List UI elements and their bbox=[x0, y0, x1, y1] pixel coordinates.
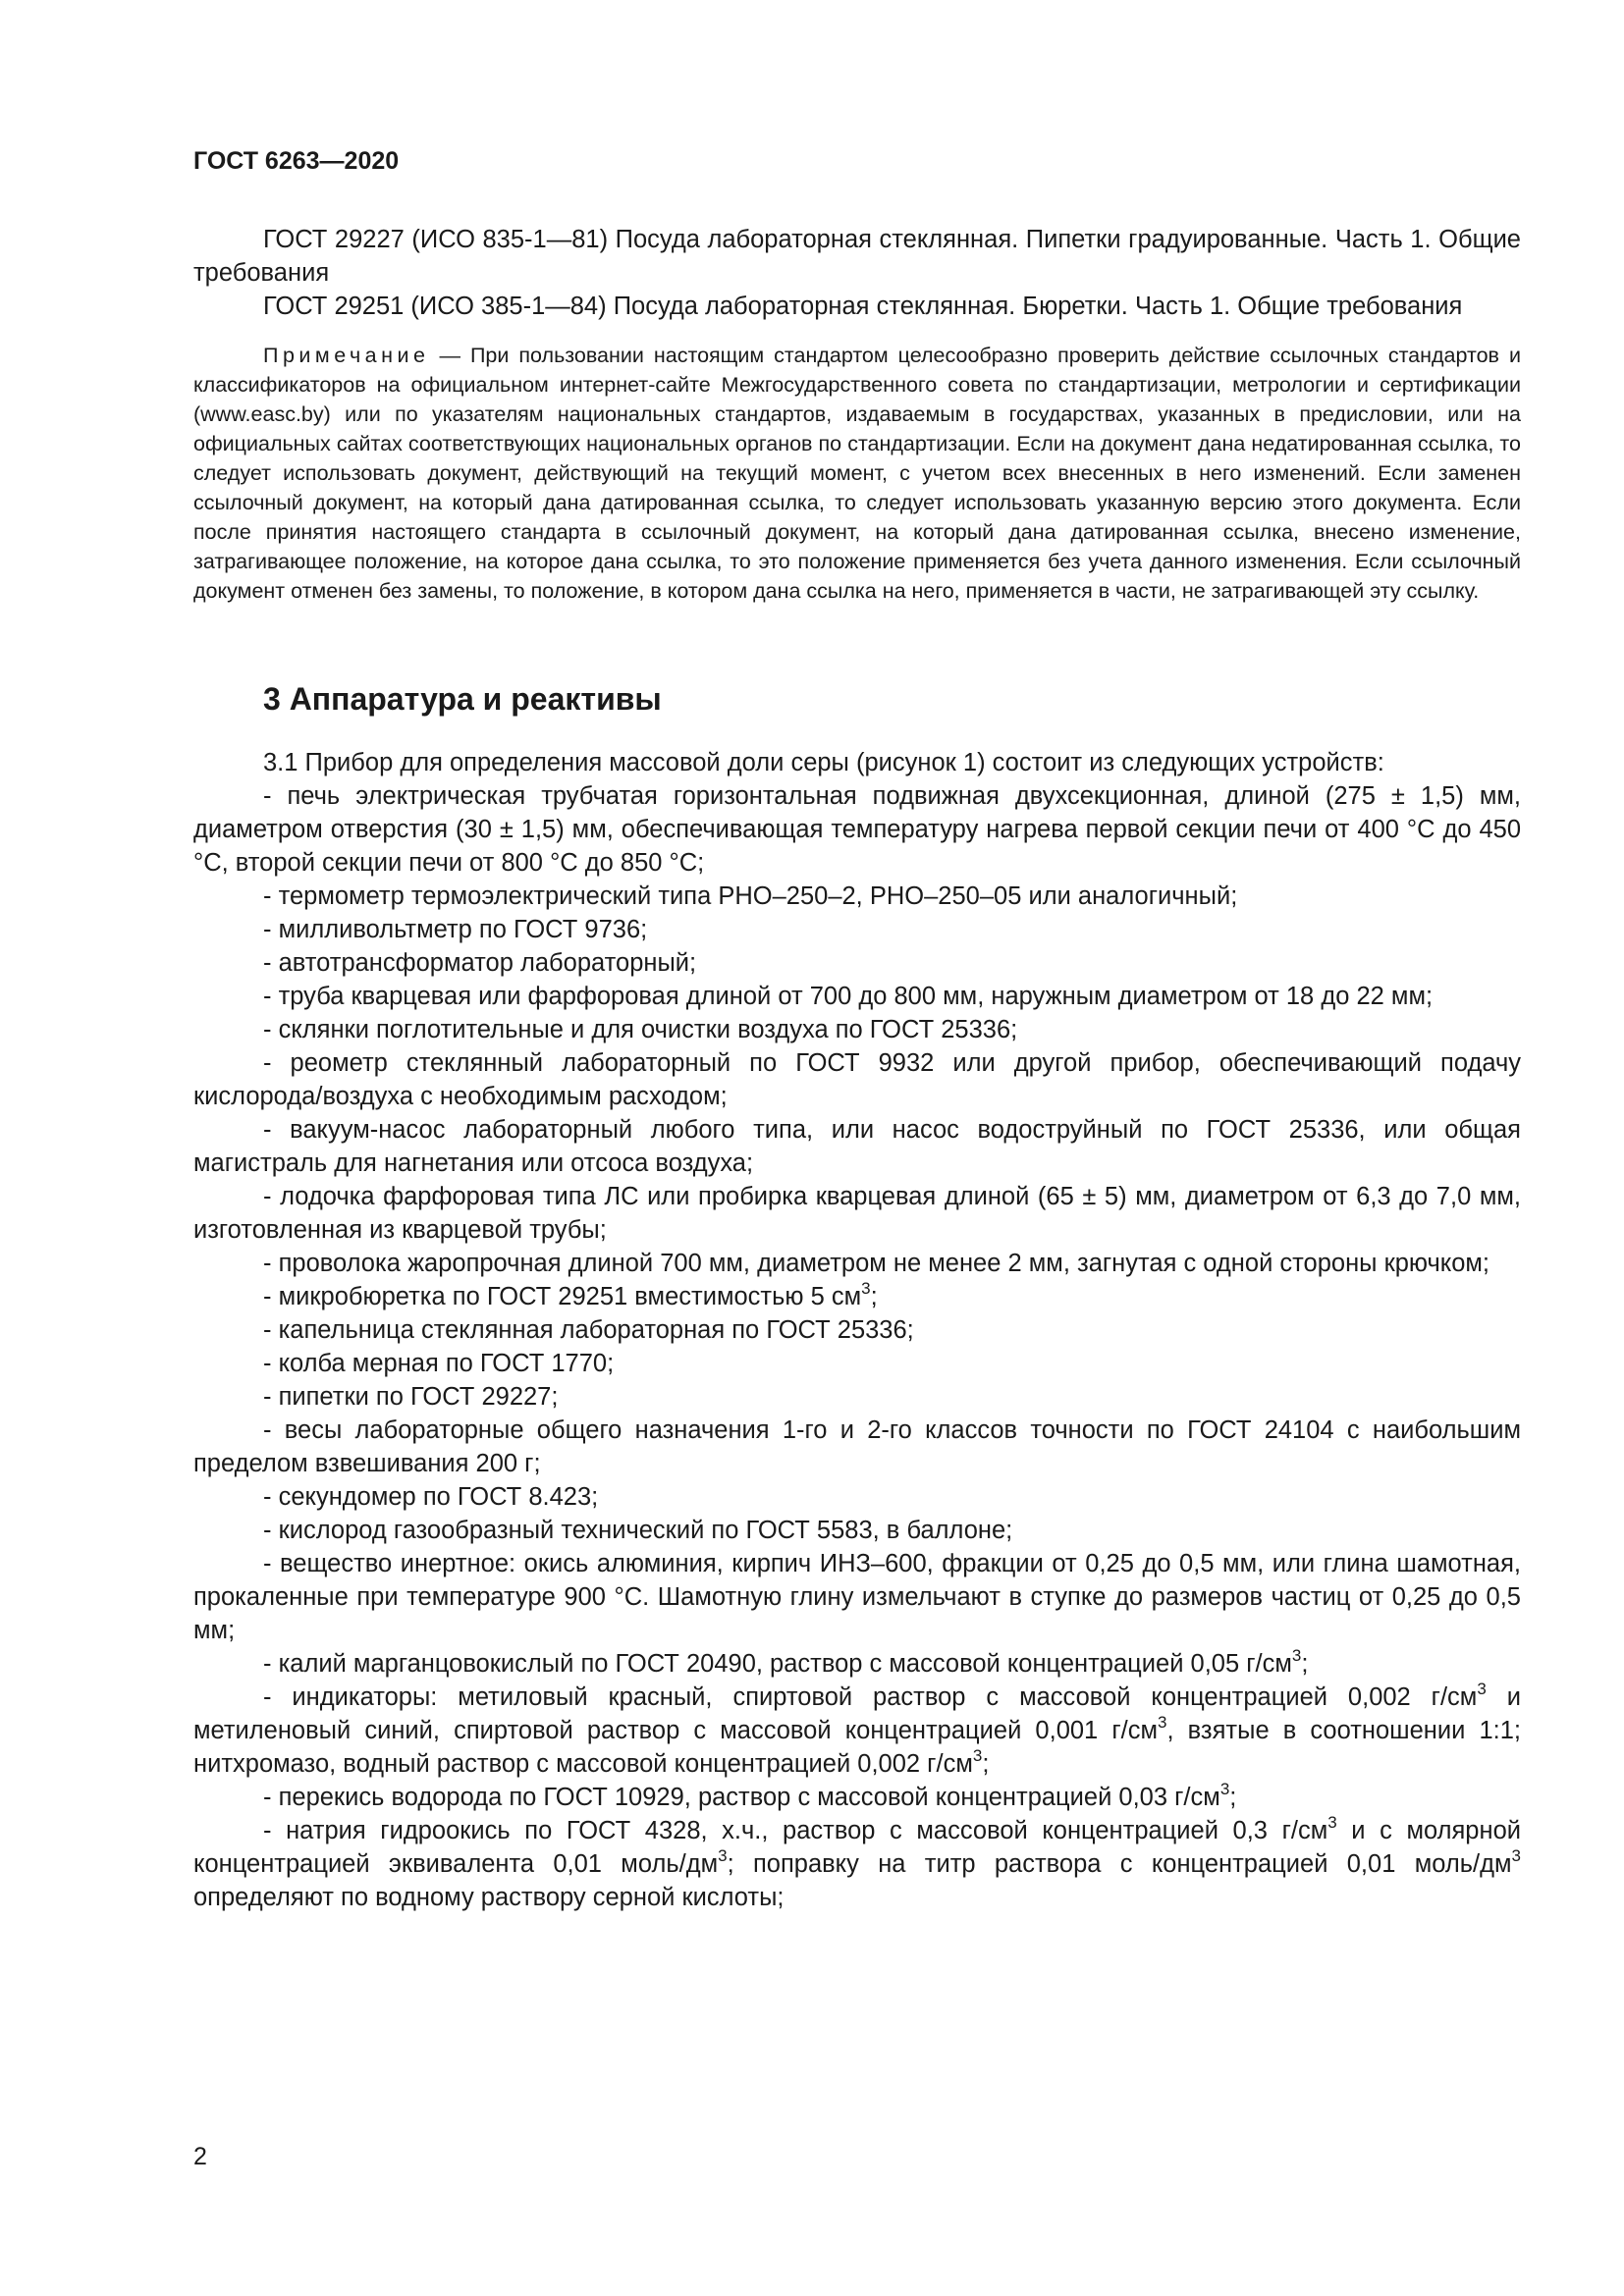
list-item-text: - индикаторы: метиловый красный, спиртовой раствор с массовой концентрацией 0,002 г/см bbox=[263, 1683, 1478, 1711]
reference-item: ГОСТ 29227 (ИСО 835-1—81) Посуда лабораторная стеклянная. Пипетки градуированные. Часть 1. Общие требования bbox=[193, 226, 1521, 287]
superscript: 3 bbox=[1219, 1780, 1230, 1798]
list-item: - печь электрическая трубчатая горизонтальная подвижная двухсекционная, длиной (275 ± 1,5) мм, диаметром отверстия (30 ± 1,5) мм, обеспечивающая температуру нагрева первой секции печи от 400 °С до 450 °С, второй секции печи от 800 °С до 850 °С; bbox=[193, 782, 1521, 877]
list-item-text: ; bbox=[1229, 1784, 1237, 1811]
list-item-text: ; bbox=[870, 1283, 878, 1310]
list-item-text: - натрия гидроокись по ГОСТ 4328, х.ч., раствор с массовой концентрацией 0,3 г/см bbox=[263, 1817, 1328, 1844]
list-item-text: ; поправку на титр раствора с концентрацией 0,01 моль/дм bbox=[727, 1850, 1512, 1878]
page-content bbox=[193, 223, 1521, 1914]
list-item: - термометр термоэлектрический типа РНО–250–2, РНО–250–05 или аналогичный; bbox=[263, 882, 1238, 910]
list-item: - проволока жаропрочная длиной 700 мм, диаметром не менее 2 мм, загнутая с одной стороны крючком; bbox=[263, 1250, 1490, 1277]
list-item-text: - перекись водорода по ГОСТ 10929, раствор с массовой концентрацией 0,03 г/см bbox=[263, 1784, 1220, 1811]
superscript: 3 bbox=[1477, 1680, 1487, 1698]
list-item: - вакуум-насос лабораторный любого типа, или насос водоструйный по ГОСТ 25336, или общая магистраль для нагнетания или отсоса воздуха; bbox=[193, 1116, 1521, 1177]
list-item: - милливольтметр по ГОСТ 9736; bbox=[263, 916, 648, 943]
list-item-text: и метиленовый синий, спиртовой раствор с массовой концентрацией 0,001 г/см bbox=[193, 1683, 1521, 1744]
list-item-text: , взятые в соотношении 1:1; нитхромазо, водный раствор с массовой концентрацией 0,002 г/см bbox=[193, 1717, 1521, 1778]
list-item-text: - калий марганцовокислый по ГОСТ 20490, раствор с массовой концентрацией 0,05 г/см bbox=[263, 1650, 1292, 1678]
clause-text: 3.1 Прибор для определения массовой доли серы (рисунок 1) состоит из следующих устройств: bbox=[263, 749, 1384, 776]
reference-item: ГОСТ 29251 (ИСО 385-1—84) Посуда лабораторная стеклянная. Бюретки. Часть 1. Общие требования bbox=[263, 293, 1463, 320]
superscript: 3 bbox=[1158, 1713, 1167, 1732]
note-label: Примечание bbox=[263, 344, 430, 367]
list-item-text: ; bbox=[1301, 1650, 1309, 1678]
list-item: - пипетки по ГОСТ 29227; bbox=[263, 1383, 559, 1411]
list-item-text: - микробюретка по ГОСТ 29251 вместимостью 5 см bbox=[263, 1283, 862, 1310]
list-item-text: и с молярной концентрацией эквивалента 0,01 моль/дм bbox=[193, 1817, 1521, 1878]
superscript: 3 bbox=[1327, 1813, 1337, 1832]
list-item bbox=[193, 1781, 1521, 1814]
list-item: - весы лабораторные общего назначения 1-го и 2-го классов точности по ГОСТ 24104 с наибольшим пределом взвешивания 200 г; bbox=[193, 1416, 1521, 1477]
page-number: 2 bbox=[193, 2143, 207, 2170]
list-item: - секундомер по ГОСТ 8.423; bbox=[263, 1483, 599, 1511]
list-item: - лодочка фарфоровая типа ЛС или пробирка кварцевая длиной (65 ± 5) мм, диаметром от 6,3 до 7,0 мм, изготовленная из кварцевой трубы; bbox=[193, 1183, 1521, 1244]
list-item bbox=[193, 1647, 1521, 1681]
superscript: 3 bbox=[1291, 1646, 1302, 1665]
document-id: ГОСТ 6263—2020 bbox=[193, 147, 400, 175]
list-item: - склянки поглотительные и для очистки воздуха по ГОСТ 25336; bbox=[263, 1016, 1018, 1043]
note-text: — При пользовании настоящим стандартом целесообразно проверить действие ссылочных стандартов и классификаторов на официальном интернет-сайте Межгосударственного совета по стандартизации, метрологии и сертификации (www.easc.by) или по указателям национальных стандартов, издаваемым в государствах, указанных в предисловии, или на официальных сайтах соответствующих национальных органов по стандартизации. Если на документ дана недатированная ссылка, то следует использовать документ, действующий на текущий момент, с учетом всех внесенных в него изменений. Если заменен ссылочный документ, на который дана датированная ссылка, то следует использовать указанную версию этого документа. Если после принятия настоящего стандарта в ссылочный документ, на который дана датированная ссылка, внесено изменение, затрагивающее положение, на которое дана ссылка, то это положение применяется без учета данного изменения. Если ссылочный документ отменен без замены, то положение, в котором дана ссылка на него, применяется в части, не затрагивающей эту ссылку. bbox=[193, 344, 1521, 603]
list-item: - реометр стеклянный лабораторный по ГОСТ 9932 или другой прибор, обеспечивающий подачу кислорода/воздуха с необходимым расходом; bbox=[193, 1049, 1521, 1110]
superscript: 3 bbox=[1511, 1846, 1521, 1865]
list-item: - колба мерная по ГОСТ 1770; bbox=[263, 1350, 615, 1377]
list-item: - кислород газообразный технический по ГОСТ 5583, в баллоне; bbox=[263, 1517, 1013, 1544]
list-item: - капельница стеклянная лабораторная по ГОСТ 25336; bbox=[263, 1316, 914, 1344]
list-item-text: определяют по водному раствору серной кислоты; bbox=[193, 1884, 785, 1911]
list-item: - труба кварцевая или фарфоровая длиной от 700 до 800 мм, наружным диаметром от 18 до 22 мм; bbox=[263, 983, 1434, 1010]
list-item: - автотрансформатор лабораторный; bbox=[263, 949, 697, 977]
list-item bbox=[193, 1814, 1521, 1914]
list-item: - вещество инертное: окись алюминия, кирпич ИНЗ–600, фракции от 0,25 до 0,5 мм, или глина шамотная, прокаленные при температуре 900 °С. Шамотную глину измельчают в ступке до размеров частиц от 0,25 до 0,5 мм; bbox=[193, 1550, 1521, 1644]
superscript: 3 bbox=[861, 1279, 871, 1298]
list-item bbox=[193, 1681, 1521, 1781]
note-paragraph bbox=[193, 341, 1521, 606]
superscript: 3 bbox=[718, 1846, 728, 1865]
superscript: 3 bbox=[972, 1746, 983, 1765]
list-item bbox=[193, 1280, 1521, 1313]
section-heading: 3 Аппаратура и реактивы bbox=[263, 681, 662, 717]
list-item-text: ; bbox=[982, 1750, 990, 1778]
